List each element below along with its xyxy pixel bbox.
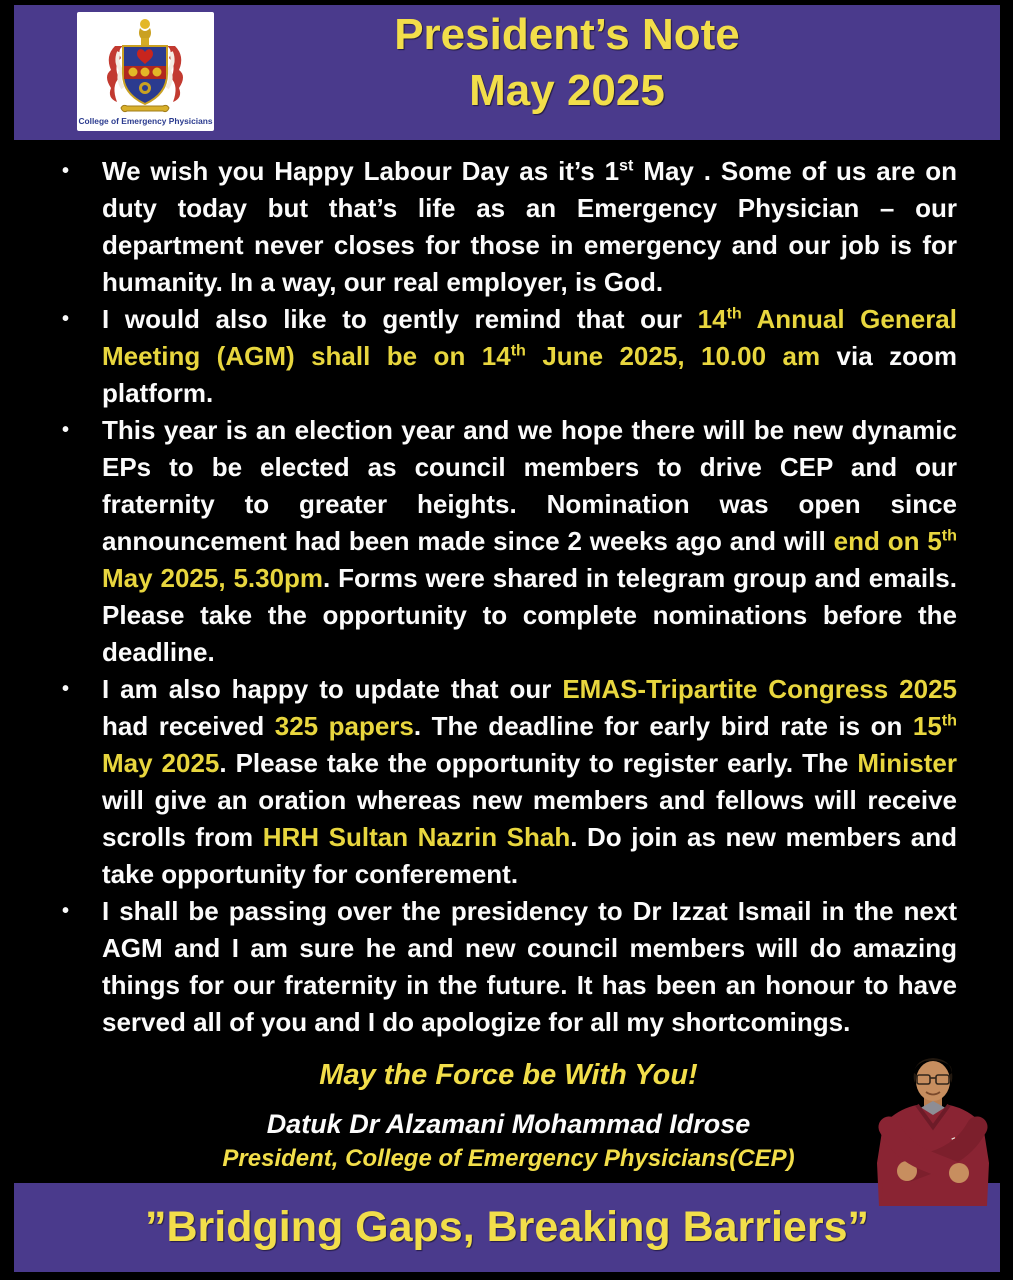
- body-text: had received: [102, 711, 275, 741]
- page-title: [214, 7, 920, 119]
- bullet-list: [60, 153, 957, 1041]
- highlighted-text: th: [941, 526, 957, 545]
- highlighted-text: end on 5: [833, 526, 942, 556]
- note-body: [60, 153, 957, 1175]
- president-photo: [853, 1053, 1013, 1206]
- body-text: . Do join as new members and take opportunity for conferement.: [102, 822, 957, 889]
- highlighted-text: Annual General Meeting (AGM) shall be on 14: [102, 304, 957, 371]
- bullet-marker-icon: •: [62, 160, 70, 182]
- highlighted-text: HRH Sultan Nazrin Shah: [262, 822, 571, 852]
- body-text: May . Some of us are on duty today but that’s life as an Emergency Physician – our department never closes for those in emergency and our job is for humanity. In a way, our real employer, is God.: [102, 156, 958, 297]
- title-line-1: President’s Note: [394, 10, 740, 59]
- highlighted-text: June 2025, 10.00 am: [525, 341, 821, 371]
- highlighted-text: May 2025: [102, 748, 220, 778]
- cep-crest-icon: [77, 12, 214, 131]
- highlighted-text: May 2025, 5.30pm: [102, 563, 324, 593]
- highlighted-text: 14: [697, 304, 727, 334]
- title-line-2: May 2025: [469, 66, 665, 115]
- highlighted-text: Minister: [857, 748, 957, 778]
- body-text: . Please take the opportunity to register early. The: [219, 748, 858, 778]
- highlighted-text: 325 papers: [274, 711, 414, 741]
- body-text: via zoom platform.: [102, 341, 957, 408]
- highlighted-text: th: [941, 711, 957, 730]
- body-text: . Forms were shared in telegram group and emails. Please take the opportunity to complete nominations before the deadline.: [102, 563, 957, 667]
- cep-logo: [77, 12, 214, 131]
- president-portrait-icon: [853, 1053, 1013, 1206]
- signoff-name: Datuk Dr Alzamani Mohammad Idrose: [266, 1109, 751, 1139]
- signoff-role: President, College of Emergency Physicians(CEP): [222, 1145, 795, 1172]
- bullet-marker-icon: •: [62, 308, 70, 330]
- bullet-item: [60, 412, 957, 671]
- body-text: st: [619, 156, 634, 175]
- bullet-item: [60, 671, 957, 893]
- footer-motto: ”Bridging Gaps, Breaking Barriers”: [144, 1203, 870, 1251]
- logo-caption: College of Emergency Physicians: [78, 116, 213, 126]
- body-text: I shall be passing over the presidency to Dr Izzat Ismail in the next AGM and I am sure he and new council members will do amazing things for our fraternity in the future. It has been an honour to have served all of you and I do apologize for all my shortcomings.: [102, 896, 957, 1037]
- bullet-item: [60, 153, 957, 301]
- highlighted-text: 15: [912, 711, 942, 741]
- body-text: We wish you Happy Labour Day as it’s 1: [102, 156, 620, 186]
- highlighted-text: th: [510, 341, 526, 360]
- body-text: This year is an election year and we hope there will be new dynamic EPs to be elected as council members to drive CEP and our fraternity to greater heights. Nomination was open since announcement had been made since 2 weeks ago and will: [102, 415, 957, 556]
- signoff-block: [60, 1055, 957, 1175]
- highlighted-text: EMAS-Tripartite Congress 2025: [562, 674, 957, 704]
- body-text: will give an oration whereas new members and fellows will receive scrolls from: [102, 785, 957, 852]
- signoff-tagline: May the Force be With You!: [319, 1059, 698, 1091]
- body-text: I am also happy to update that our: [102, 674, 563, 704]
- bullet-item: [60, 893, 957, 1041]
- bullet-marker-icon: •: [62, 678, 70, 700]
- bullet-marker-icon: •: [62, 419, 70, 441]
- header-band: [14, 5, 1000, 140]
- bullet-item: [60, 301, 957, 412]
- body-text: . The deadline for early bird rate is on: [413, 711, 913, 741]
- body-text: I would also like to gently remind that our: [102, 304, 698, 334]
- bullet-marker-icon: •: [62, 900, 70, 922]
- highlighted-text: th: [726, 304, 742, 323]
